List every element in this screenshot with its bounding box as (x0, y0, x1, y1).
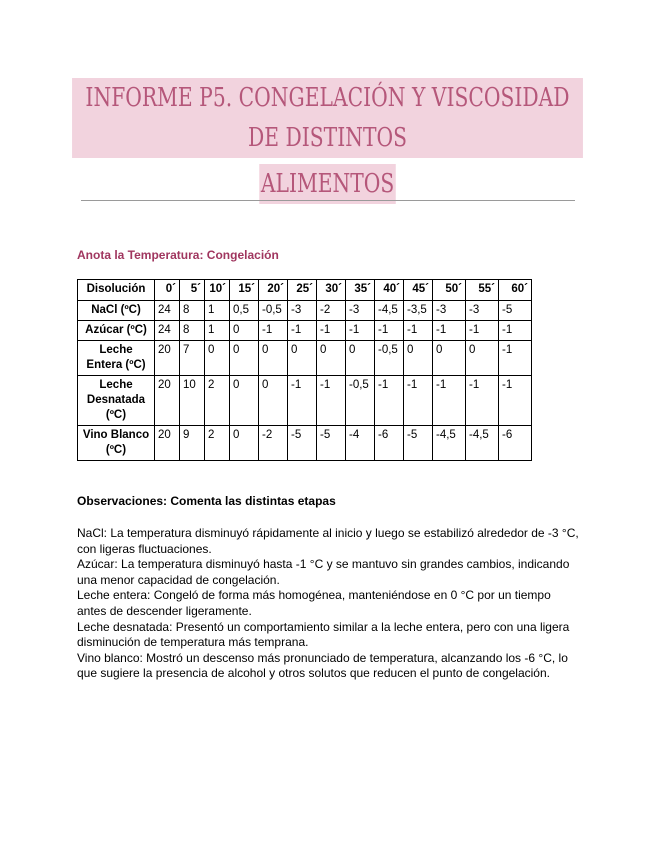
table-cell: 0 (466, 341, 499, 376)
table-cell: -1 (499, 376, 532, 426)
header-cell: 0´ (155, 280, 180, 301)
table-cell: 24 (155, 301, 180, 321)
table-cell: -1 (499, 321, 532, 341)
table-cell: -0,5 (375, 341, 404, 376)
table-cell: 0 (346, 341, 375, 376)
table-cell: 20 (155, 341, 180, 376)
header-cell: 45´ (404, 280, 433, 301)
title-line-2: ALIMENTOS (259, 164, 396, 204)
table-cell: -3 (466, 301, 499, 321)
table-cell: -2 (317, 301, 346, 321)
header-cell: Disolución (78, 280, 155, 301)
table-cell: -0,5 (346, 376, 375, 426)
table-cell: 0,5 (230, 301, 259, 321)
document-title (0, 74, 655, 204)
table-cell: -1 (433, 376, 466, 426)
table-cell: -0,5 (259, 301, 288, 321)
header-cell: 30´ (317, 280, 346, 301)
table-cell: -5 (288, 426, 317, 461)
table-cell: 0 (230, 321, 259, 341)
table-cell: 0 (317, 341, 346, 376)
table-row (78, 321, 532, 341)
table-cell: -2 (259, 426, 288, 461)
table-cell: 9 (180, 426, 205, 461)
table-cell: 7 (180, 341, 205, 376)
table-cell: -1 (375, 376, 404, 426)
table-cell: 0 (404, 341, 433, 376)
table-cell: 0 (205, 341, 230, 376)
table-cell: -5 (404, 426, 433, 461)
table-row (78, 376, 532, 426)
table-cell: 0 (259, 376, 288, 426)
table-cell: -3,5 (404, 301, 433, 321)
table-cell: -1 (466, 321, 499, 341)
table-cell: -1 (404, 321, 433, 341)
table-cell: -1 (404, 376, 433, 426)
table-cell: 0 (259, 341, 288, 376)
section-heading: Anota la Temperatura: Congelación (77, 248, 279, 262)
header-cell: 10´ (205, 280, 230, 301)
row-label: Azúcar (ºC) (78, 321, 155, 341)
header-cell: 40´ (375, 280, 404, 301)
row-label: Vino Blanco (ºC) (78, 426, 155, 461)
table-cell: 0 (230, 376, 259, 426)
table-cell: -1 (317, 376, 346, 426)
table-cell: -3 (288, 301, 317, 321)
table-cell: 10 (180, 376, 205, 426)
observation-vino-blanco: Vino blanco: Mostró un descenso más pronunciado de temperatura, alcanzando los -6 °C, lo que sugiere la presencia de alcohol y otros solutos que reducen el punto de congelación. (77, 650, 568, 681)
table-cell: 8 (180, 321, 205, 341)
header-cell: 20´ (259, 280, 288, 301)
horizontal-divider (81, 200, 575, 201)
table-cell: 8 (180, 301, 205, 321)
header-cell: 55´ (466, 280, 499, 301)
table-cell: -1 (288, 321, 317, 341)
table-cell: -1 (433, 321, 466, 341)
table-cell: -4,5 (466, 426, 499, 461)
table-cell: -4 (346, 426, 375, 461)
table-cell: -1 (288, 376, 317, 426)
table-row (78, 426, 532, 461)
table-cell: -4,5 (375, 301, 404, 321)
table-cell: 1 (205, 301, 230, 321)
table-cell: -1 (375, 321, 404, 341)
table-cell: -6 (499, 426, 532, 461)
table-cell: 1 (205, 321, 230, 341)
table-cell: 0 (288, 341, 317, 376)
table-cell: 20 (155, 376, 180, 426)
table-cell: -3 (346, 301, 375, 321)
observations-text (77, 526, 579, 682)
table-cell: -5 (317, 426, 346, 461)
header-cell: 35´ (346, 280, 375, 301)
header-cell: 15´ (230, 280, 259, 301)
observation-leche-desnatada: Leche desnatada: Presentó un comportamiento similar a la leche entera, pero con una ligera disminución de temperatura más temprana. (77, 619, 570, 650)
title-line-1: INFORME P5. CONGELACIÓN Y VISCOSIDAD DE DISTINTOS (72, 78, 583, 158)
observation-leche-entera: Leche entera: Congeló de forma más homogénea, manteniéndose en 0 °C por un tiempo antes de descender ligeramente. (77, 588, 551, 618)
table-row (78, 341, 532, 376)
header-cell: 50´ (433, 280, 466, 301)
table-cell: 0 (433, 341, 466, 376)
table-cell: -1 (317, 321, 346, 341)
row-label: Leche Entera (ºC) (78, 341, 155, 376)
header-cell: 60´ (499, 280, 532, 301)
row-label: NaCl (ºC) (78, 301, 155, 321)
observations-heading: Observaciones: Comenta las distintas etapas (77, 494, 336, 508)
header-cell: 25´ (288, 280, 317, 301)
table-cell: 0 (230, 341, 259, 376)
table-cell: -6 (375, 426, 404, 461)
table-cell: -5 (499, 301, 532, 321)
observation-azucar: Azúcar: La temperatura disminuyó hasta -1 °C y se mantuvo sin grandes cambios, indicando una menor capacidad de congelación. (77, 557, 570, 587)
table-cell: -1 (259, 321, 288, 341)
table-cell: 2 (205, 376, 230, 426)
header-cell: 5´ (180, 280, 205, 301)
table-cell: -1 (499, 341, 532, 376)
row-label: Leche Desnatada (ºC) (78, 376, 155, 426)
freezing-temperature-table (77, 279, 532, 461)
table-cell: 0 (230, 426, 259, 461)
table-row (78, 301, 532, 321)
observation-nacl: NaCl: La temperatura disminuyó rápidamente al inicio y luego se estabilizó alrededor de -3 °C, con ligeras fluctuaciones. (77, 526, 579, 556)
table-cell: -3 (433, 301, 466, 321)
table-cell: -4,5 (433, 426, 466, 461)
table-cell: -1 (346, 321, 375, 341)
table-cell: 20 (155, 426, 180, 461)
table-cell: 24 (155, 321, 180, 341)
table-cell: 2 (205, 426, 230, 461)
table-header-row (78, 280, 532, 301)
table-cell: -1 (466, 376, 499, 426)
